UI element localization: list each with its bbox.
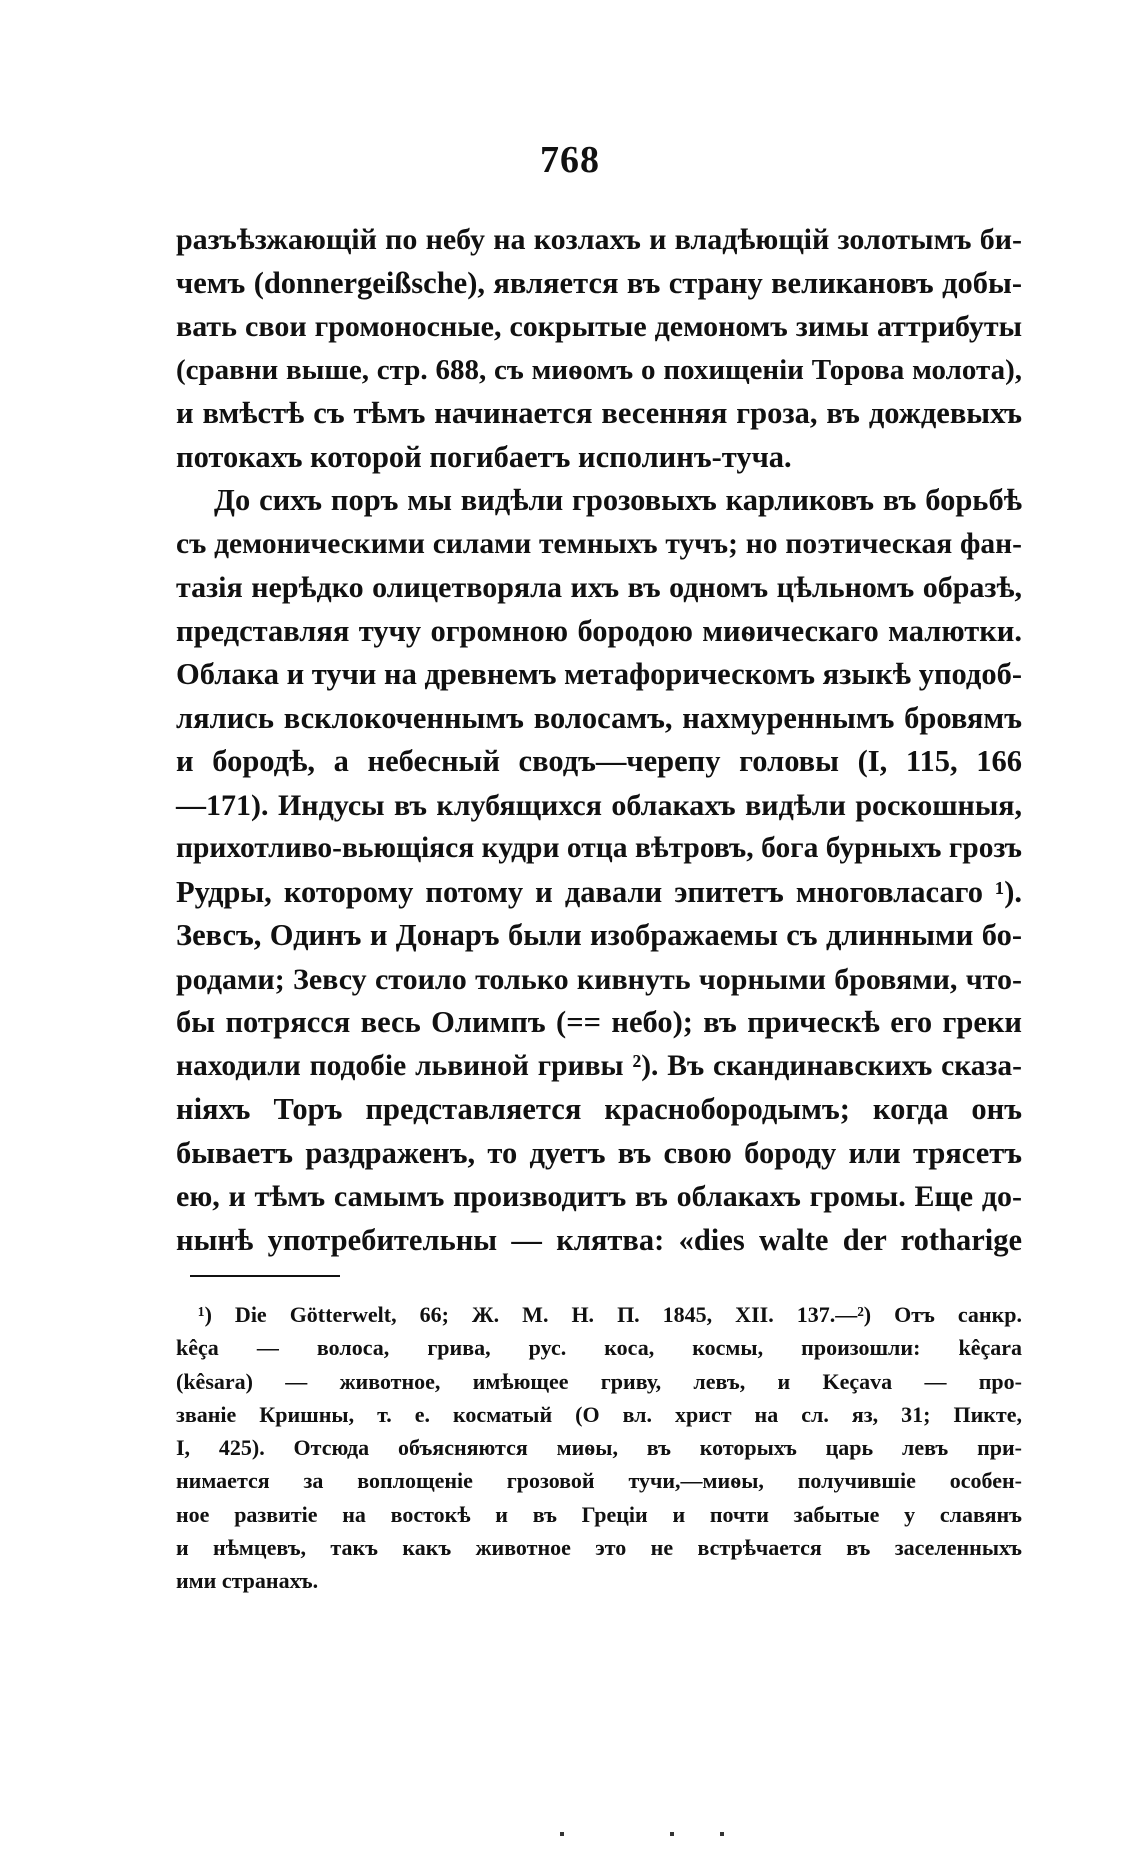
- text-line: ніяхъ Торъ представляется краснобородымъ; когда онъ: [176, 1092, 1022, 1126]
- footnote-line: нимается за воплощеніе грозовой тучи,—миѳы, получившіе особен-: [176, 1468, 1022, 1494]
- text-line: лялись всклокоченнымъ волосамъ, нахмуреннымъ бровямъ: [176, 700, 1022, 735]
- text-line: родами; Зевсу стоило только кивнуть чорными бровями, что-: [176, 962, 1022, 996]
- footnote-line: kêça — волоса, грива, рус. коса, космы, произошли: kêçara: [176, 1335, 1022, 1361]
- footnote-line: ное развитіе на востокѣ и въ Греціи и почти забытые у славянъ: [176, 1501, 1022, 1527]
- text-line: Облака и тучи на древнемъ метафорическомъ языкѣ уподоб-: [176, 657, 1022, 691]
- text-line: и вмѣстѣ съ тѣмъ начинается весенняя гроза, въ дождевыхъ: [176, 396, 1022, 430]
- footnote-line: I, 425). Отсюда объясняются миѳы, въ которыхъ царь левъ при-: [176, 1435, 1022, 1461]
- footnote-line: и нѣмцевъ, такъ какъ животное это не встрѣчается въ заселенныхъ: [176, 1535, 1022, 1561]
- footnotes-block: [176, 1298, 1022, 1598]
- text-line: бываетъ раздраженъ, то дуетъ въ свою бороду или трясетъ: [176, 1135, 1022, 1170]
- main-text-block: [176, 218, 1022, 1262]
- text-line: тазія нерѣдко олицетворяла ихъ въ одномъ цѣльномъ образѣ,: [176, 571, 1022, 604]
- text-line: Рудры, которому потому и давали эпитетъ многовласаго ¹).: [176, 874, 1022, 909]
- text-line: —171). Индусы въ клубящихся облакахъ видѣли роскошныя,: [176, 788, 1022, 822]
- footnote-line: (kêsara) — животное, имѣющее гриву, левъ, и Keçava — про-: [176, 1368, 1022, 1394]
- footnote-line: ¹) Die Götterwelt, 66; Ж. М. Н. П. 1845, XII. 137.—²) Отъ санкр.: [198, 1302, 1022, 1327]
- footnote-line: званіе Кришны, т. е. косматый (О вл. христ на сл. яз, 31; Пикте,: [176, 1401, 1022, 1427]
- text-line: и бородѣ, а небесный сводъ—черепу головы (I, 115, 166: [176, 744, 1022, 778]
- page-number: 768: [540, 139, 600, 181]
- text-line: (сравни выше, стр. 688, съ миѳомъ о похищеніи Торова молота),: [176, 353, 1022, 386]
- text-line: До сихъ поръ мы видѣли грозовыхъ карликовъ въ борьбѣ: [214, 483, 1022, 517]
- footnote-divider: [190, 1275, 340, 1277]
- text-line: бы потрясся весь Олимпъ (== небо); въ прическѣ его греки: [176, 1005, 1022, 1039]
- bottom-print-marks: [560, 1832, 800, 1836]
- text-line: вать свои громоносные, сокрытые демономъ зимы аттрибуты: [176, 310, 1022, 343]
- text-line: находили подобіе львиной гривы ²). Въ скандинавскихъ сказа-: [176, 1049, 1022, 1082]
- text-line: нынѣ употребительны — клятва: «dies walte der rotharige: [176, 1222, 1022, 1257]
- text-line: ею, и тѣмъ самымъ производитъ въ облакахъ громы. Еще до-: [176, 1180, 1022, 1213]
- footnote-line: ими странахъ.: [176, 1568, 319, 1594]
- text-line: Зевсъ, Одинъ и Донаръ были изображаемы съ длинными бо-: [176, 918, 1022, 952]
- text-line: чемъ (donnergeißsche), является въ страну великановъ добы-: [176, 265, 1022, 300]
- text-line: прихотливо-вьющіяся кудри отца вѣтровъ, бога бурныхъ грозъ: [176, 832, 1022, 864]
- text-line: потокахъ которой погибаетъ исполинъ-туча.: [176, 439, 792, 474]
- text-line: съ демоническими силами темныхъ тучъ; но поэтическая фан-: [176, 527, 1022, 560]
- text-line: представляя тучу огромною бородою миѳическаго малютки.: [176, 613, 1022, 648]
- text-line: разъѣзжающій по небу на козлахъ и владѣющій золотымъ би-: [176, 223, 1022, 256]
